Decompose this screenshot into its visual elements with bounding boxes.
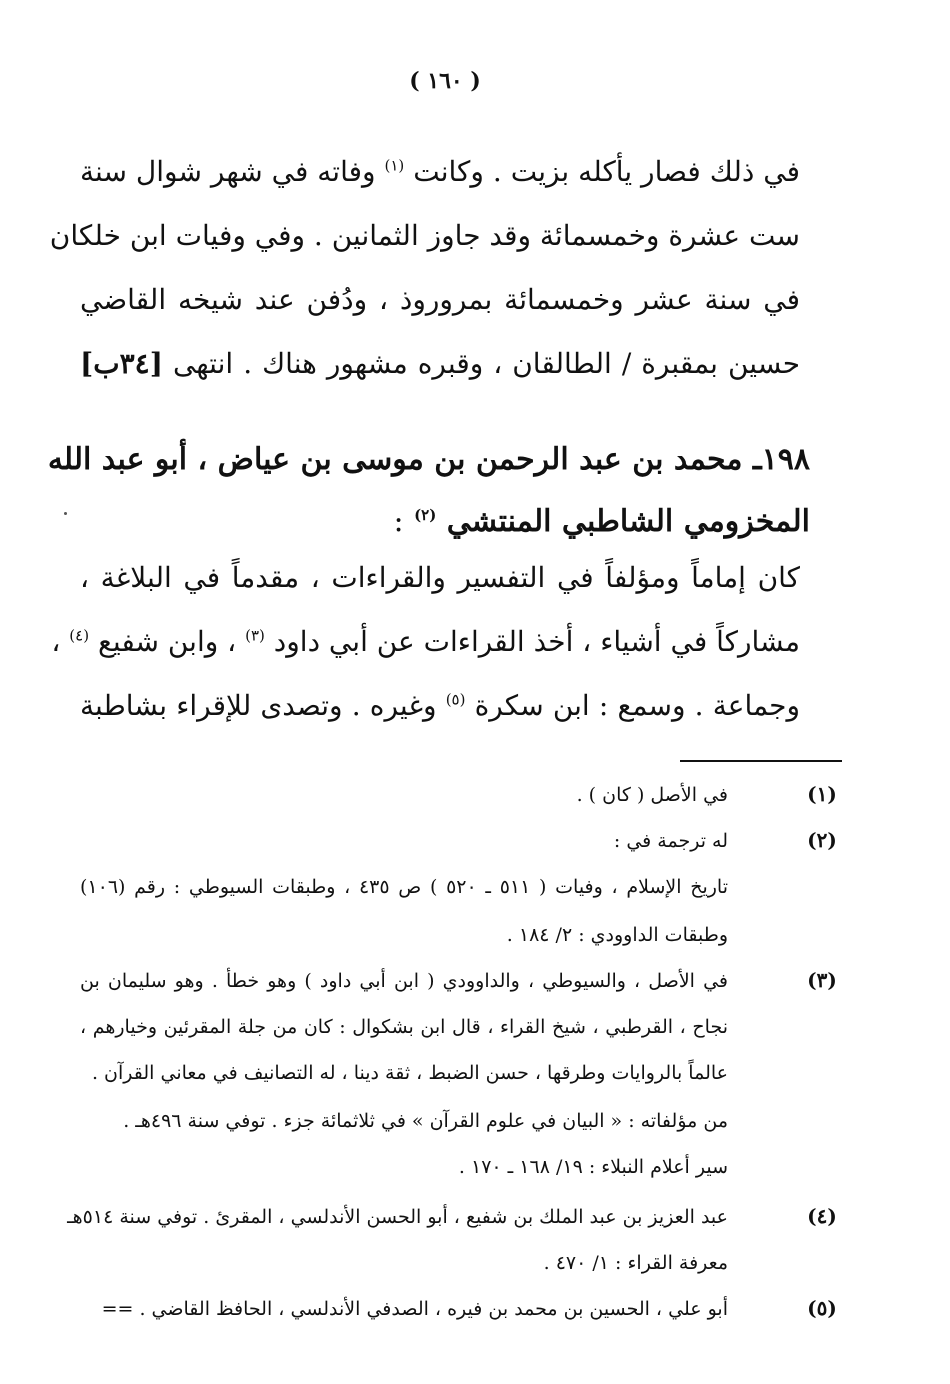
folio-reference: [٣٤ب] [80,347,163,380]
footnote-3-marker: (٣) [807,968,837,992]
footnote-2-marker: (٢) [807,828,837,852]
footnote-ref-4: (٤) [69,626,90,645]
footnote-3-line-4: من مؤلفاته : « البيان في علوم القرآن » في ثلاثمائة جزء . توفي سنة ٤٩٦هـ . [123,1110,728,1132]
footnote-2-line-1: له ترجمة في : [613,830,728,852]
footnote-4-marker: (٤) [807,1204,837,1228]
footnote-5-line-1: أبو علي ، الحسين بن محمد بن فيره ، الصدفي الأندلسي ، الحافظ القاضي . == [101,1298,728,1320]
body-line-1 [80,152,800,192]
footnote-ref-1: (١) [384,156,405,175]
entry-line-2-end: ، [51,625,61,658]
footnote-2-line-3: وطبقات الداوودي : ٢/ ١٨٤ . [506,924,728,946]
entry-line-3-tail: وغيره . وتصدى للإقراء بشاطبة [80,689,437,722]
print-speck [64,512,67,515]
footnote-ref-2: (٢) [414,506,437,524]
footnote-3-line-2: نجاح ، القرطبي ، شيخ القراء ، قال ابن بشكوال : كان من جلة المقرئين وخيارهم ، [80,1016,728,1038]
page-number: ( ١٦٠ ) [409,68,481,94]
entry-number: ١٩٨ـ [752,442,810,477]
entry-line-1: كان إماماً ومؤلفاً في التفسير والقراءات ، مقدماً في البلاغة ، [80,561,800,594]
body-line-1-text: في ذلك فصار يأكله بزيت . وكانت [413,155,800,188]
body-paragraph [49,152,800,392]
entry-line-2-mid: ، وابن شفيع [97,625,237,658]
entry-name-line-2: المخزومي الشاطبي المنتشي [446,504,810,539]
body-line-4-text: حسين بمقبرة / الطالقان ، وقبره مشهور هناك . انتهى [172,347,800,380]
footnote-3-line-5: سير أعلام النبلاء : ١٩/ ١٦٨ ـ ١٧٠ . [458,1156,728,1178]
footnote-1-line-1: في الأصل ( كان ) . [576,784,728,806]
entry-colon: : [393,504,404,539]
entry-line-2 [51,622,800,662]
footnote-3-line-1: في الأصل ، والسيوطي ، والداوودي ( ابن أبي داود ) وهو خطأ . وهو سليمان بن [80,970,728,992]
body-line-1-tail: وفاته في شهر شوال سنة [80,155,376,188]
footnote-1-marker: (١) [807,782,837,806]
footnote-5-marker: (٥) [807,1296,837,1320]
entry-line-2-text: مشاركاً في أشياء ، أخذ القراءات عن أبي داود [273,625,800,658]
body-line-4 [80,344,800,384]
footnote-ref-5: (٥) [445,690,466,709]
entry-heading-line-2 [394,500,811,544]
footnote-ref-3: (٣) [245,626,265,645]
entry-heading-line-1 [48,438,810,482]
footnote-3-line-3: عالماً بالروايات وطرقها ، حسن الضبط ، ثقة دينا ، له التصانيف في معاني القرآن . [91,1062,728,1084]
body-line-3: في سنة عشر وخمسمائة بمروروذ ، ودُفن عند شيخه القاضي [80,283,800,316]
footnote-2-line-2: تاريخ الإسلام ، وفيات ( ٥١١ ـ ٥٢٠ ) ص ٤٣٥ ، وطبقات السيوطي : رقم (١٠٦) [80,876,728,898]
entry-name-line-1: محمد بن عبد الرحمن بن موسى بن عياض ، أبو عبد الله [47,442,743,477]
entry-line-3-text: وجماعة . وسمع : ابن سكرة [474,689,800,722]
entry-line-3 [80,686,800,726]
entry-heading [47,438,810,539]
entry-body [51,558,800,728]
footnote-4-line-1: عبد العزيز بن عبد الملك بن شفيع ، أبو الحسن الأندلسي ، المقرئ . توفي سنة ٥١٤هـ [67,1206,728,1228]
body-line-2: ست عشرة وخمسمائة وقد جاوز الثمانين . وفي وفيات ابن خلكان [49,219,800,252]
footnote-separator [680,760,842,762]
footnote-4-line-2: معرفة القراء : ١/ ٤٧٠ . [543,1252,728,1274]
